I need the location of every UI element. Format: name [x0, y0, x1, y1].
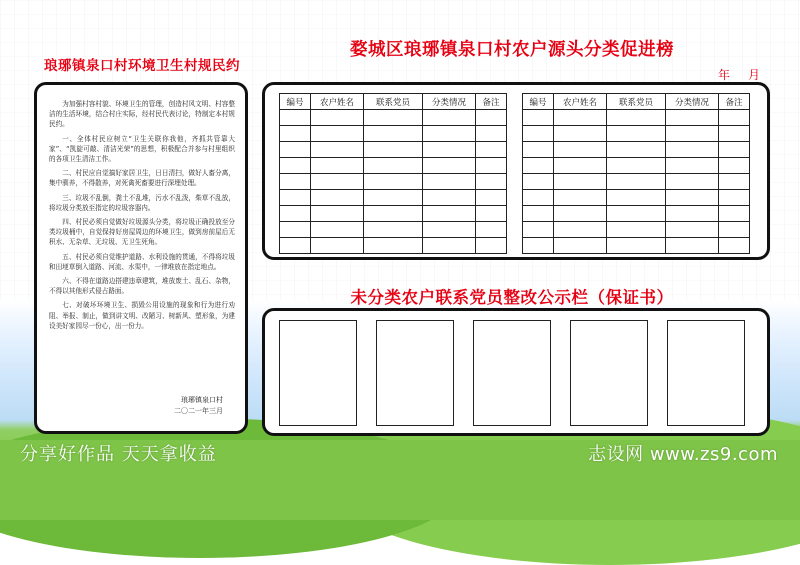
- table-cell: [666, 206, 719, 222]
- col-header-household: 农户姓名: [311, 94, 364, 110]
- table-cell: [523, 126, 554, 142]
- table-row: [523, 238, 750, 254]
- classification-table-right: [522, 93, 750, 254]
- table-cell: [607, 126, 666, 142]
- table-row: [523, 222, 750, 238]
- table-row: [523, 110, 750, 126]
- table-cell: [666, 190, 719, 206]
- table-cell: [280, 238, 311, 254]
- rules-signature: 琅琊镇泉口村: [181, 396, 223, 404]
- promotion-board-title: 婺城区琅琊镇泉口村农户源头分类促进榜: [350, 40, 674, 60]
- table-cell: [364, 158, 423, 174]
- table-cell: [607, 158, 666, 174]
- table-cell: [523, 142, 554, 158]
- table-cell: [554, 110, 607, 126]
- table-cell: [554, 158, 607, 174]
- table-cell: [311, 222, 364, 238]
- table-cell: [476, 158, 507, 174]
- table-cell: [423, 222, 476, 238]
- table-header-row: [523, 94, 750, 110]
- table-cell: [423, 126, 476, 142]
- table-cell: [607, 110, 666, 126]
- table-cell: [311, 126, 364, 142]
- rules-signature-block: [174, 395, 223, 417]
- watermark-left: 分享好作品 天天拿收益: [20, 444, 217, 465]
- col-header-status: 分类情况: [423, 94, 476, 110]
- col-header-party-member: 联系党员: [364, 94, 423, 110]
- table-cell: [423, 238, 476, 254]
- table-cell: [280, 206, 311, 222]
- table-row: [280, 190, 507, 206]
- rules-paragraph: 七、对破坏环境卫生、损毁公用设施的现象和行为进行劝阻、举报、制止，做到讲文明、改陋习、树新风、塑形象，为建设美好家园尽一份心，出一份力。: [49, 301, 235, 330]
- table-row: [523, 142, 750, 158]
- rules-paragraph: 一、全体村民应树立“卫生关联你我他，齐抓共管靠大家”、“凯旋可敲、清洁光荣”的思想，积极配合并参与村里组织的各项卫生清洁工作。: [49, 134, 235, 164]
- rules-paragraph: 为加强村容村貌、环境卫生的管理，创造村风文明、村容整洁的生活环境，结合村庄实际，经村民代表讨论，特制定本村规民约。: [49, 100, 235, 129]
- rules-paragraph: 三、垃圾不乱倒，粪土不乱堆，污水不乱泼，柴草不乱放，将垃圾分类放至指定的垃圾容器内。: [49, 193, 235, 212]
- table-cell: [280, 126, 311, 142]
- table-cell: [554, 206, 607, 222]
- col-header-number: 编号: [280, 94, 311, 110]
- table-cell: [607, 190, 666, 206]
- table-cell: [666, 174, 719, 190]
- table-cell: [311, 142, 364, 158]
- col-header-remarks: 备注: [719, 94, 750, 110]
- table-cell: [719, 190, 750, 206]
- table-cell: [719, 238, 750, 254]
- rules-text: [49, 99, 235, 331]
- table-cell: [476, 126, 507, 142]
- table-row: [280, 142, 507, 158]
- cert-slot: [473, 320, 551, 426]
- table-cell: [523, 110, 554, 126]
- cert-panel: [262, 308, 770, 436]
- table-cell: [607, 222, 666, 238]
- rules-panel: [34, 82, 248, 434]
- table-row: [280, 238, 507, 254]
- table-cell: [523, 238, 554, 254]
- table-cell: [280, 158, 311, 174]
- table-cell: [666, 158, 719, 174]
- cert-board-title: 未分类农户联系党员整改公示栏（保证书）: [350, 288, 674, 307]
- table-cell: [423, 158, 476, 174]
- table-cell: [311, 174, 364, 190]
- table-cell: [476, 238, 507, 254]
- table-cell: [719, 206, 750, 222]
- table-row: [280, 222, 507, 238]
- table-cell: [476, 206, 507, 222]
- table-cell: [311, 158, 364, 174]
- table-cell: [607, 206, 666, 222]
- table-cell: [280, 174, 311, 190]
- table-cell: [280, 222, 311, 238]
- table-row: [523, 206, 750, 222]
- month-label: 月: [748, 68, 763, 82]
- table-cell: [423, 110, 476, 126]
- col-header-number: 编号: [523, 94, 554, 110]
- table-cell: [423, 142, 476, 158]
- col-header-party-member: 联系党员: [607, 94, 666, 110]
- table-cell: [719, 142, 750, 158]
- classification-table-left: [279, 93, 507, 254]
- table-cell: [666, 142, 719, 158]
- table-cell: [607, 174, 666, 190]
- rules-paragraph: 五、村民必须自觉维护道路、水利设施的贯通，不得将垃圾和田埂草倒入道路、河流、水渠中，一律堆放在指定地点。: [49, 252, 235, 271]
- cert-slot: [570, 320, 648, 426]
- table-cell: [719, 126, 750, 142]
- table-header-row: [280, 94, 507, 110]
- watermark-right: 志设网 www.zs9.com: [588, 444, 778, 465]
- rules-title: 琅琊镇泉口村环境卫生村规民约: [44, 58, 240, 74]
- table-cell: [554, 190, 607, 206]
- date-line: [718, 66, 762, 83]
- table-cell: [364, 222, 423, 238]
- table-cell: [523, 174, 554, 190]
- table-row: [280, 110, 507, 126]
- table-cell: [364, 190, 423, 206]
- cert-slot: [376, 320, 454, 426]
- table-cell: [554, 238, 607, 254]
- table-cell: [311, 238, 364, 254]
- col-header-remarks: 备注: [476, 94, 507, 110]
- rules-paragraph: 六、不得在道路边搭建违章建筑，堆放废土、乱石、杂物，不得以其他形式侵占路面。: [49, 277, 235, 296]
- table-cell: [364, 110, 423, 126]
- table-row: [280, 174, 507, 190]
- cert-slot: [667, 320, 745, 426]
- table-cell: [523, 158, 554, 174]
- table-row: [523, 174, 750, 190]
- table-cell: [719, 158, 750, 174]
- table-cell: [554, 142, 607, 158]
- table-cell: [364, 206, 423, 222]
- table-cell: [280, 142, 311, 158]
- table-cell: [423, 174, 476, 190]
- table-cell: [607, 238, 666, 254]
- table-cell: [280, 110, 311, 126]
- table-cell: [476, 174, 507, 190]
- table-cell: [554, 126, 607, 142]
- table-cell: [719, 110, 750, 126]
- table-cell: [666, 110, 719, 126]
- table-row: [523, 126, 750, 142]
- table-cell: [280, 190, 311, 206]
- rules-paragraph: 二、村民应自觉搞好家居卫生，日日清扫，做好人畜分离，集中驯养，不得散养，对死禽死畜要进行深埋处理。: [49, 169, 235, 188]
- table-cell: [423, 190, 476, 206]
- table-cell: [554, 222, 607, 238]
- table-row: [280, 126, 507, 142]
- rules-paragraph: 四、村民必须自觉做好垃圾源头分类，将垃圾正确投放至分类垃圾桶中，自觉保持好房屋周边的环境卫生，做到房前屋后无积水、无杂草、无垃圾、无卫生死角。: [49, 218, 235, 247]
- table-cell: [364, 174, 423, 190]
- table-cell: [476, 222, 507, 238]
- year-label: 年: [718, 68, 733, 82]
- table-cell: [523, 222, 554, 238]
- table-cell: [523, 206, 554, 222]
- table-row: [280, 206, 507, 222]
- table-cell: [719, 222, 750, 238]
- table-cell: [311, 190, 364, 206]
- table-cell: [476, 190, 507, 206]
- table-cell: [607, 142, 666, 158]
- table-cell: [719, 174, 750, 190]
- table-cell: [364, 238, 423, 254]
- table-cell: [666, 238, 719, 254]
- col-header-household: 农户姓名: [554, 94, 607, 110]
- table-cell: [364, 126, 423, 142]
- col-header-status: 分类情况: [666, 94, 719, 110]
- table-cell: [423, 206, 476, 222]
- table-cell: [554, 174, 607, 190]
- cert-slot: [279, 320, 357, 426]
- table-body-left: [280, 110, 507, 254]
- classification-table-panel: [262, 82, 770, 260]
- table-cell: [666, 126, 719, 142]
- table-body-right: [523, 110, 750, 254]
- table-cell: [666, 222, 719, 238]
- table-row: [280, 158, 507, 174]
- rules-sign-date: 二〇二一年三月: [174, 407, 223, 415]
- table-cell: [311, 206, 364, 222]
- table-cell: [476, 110, 507, 126]
- table-row: [523, 158, 750, 174]
- table-row: [523, 190, 750, 206]
- table-cell: [523, 190, 554, 206]
- table-cell: [476, 142, 507, 158]
- table-cell: [364, 142, 423, 158]
- table-cell: [311, 110, 364, 126]
